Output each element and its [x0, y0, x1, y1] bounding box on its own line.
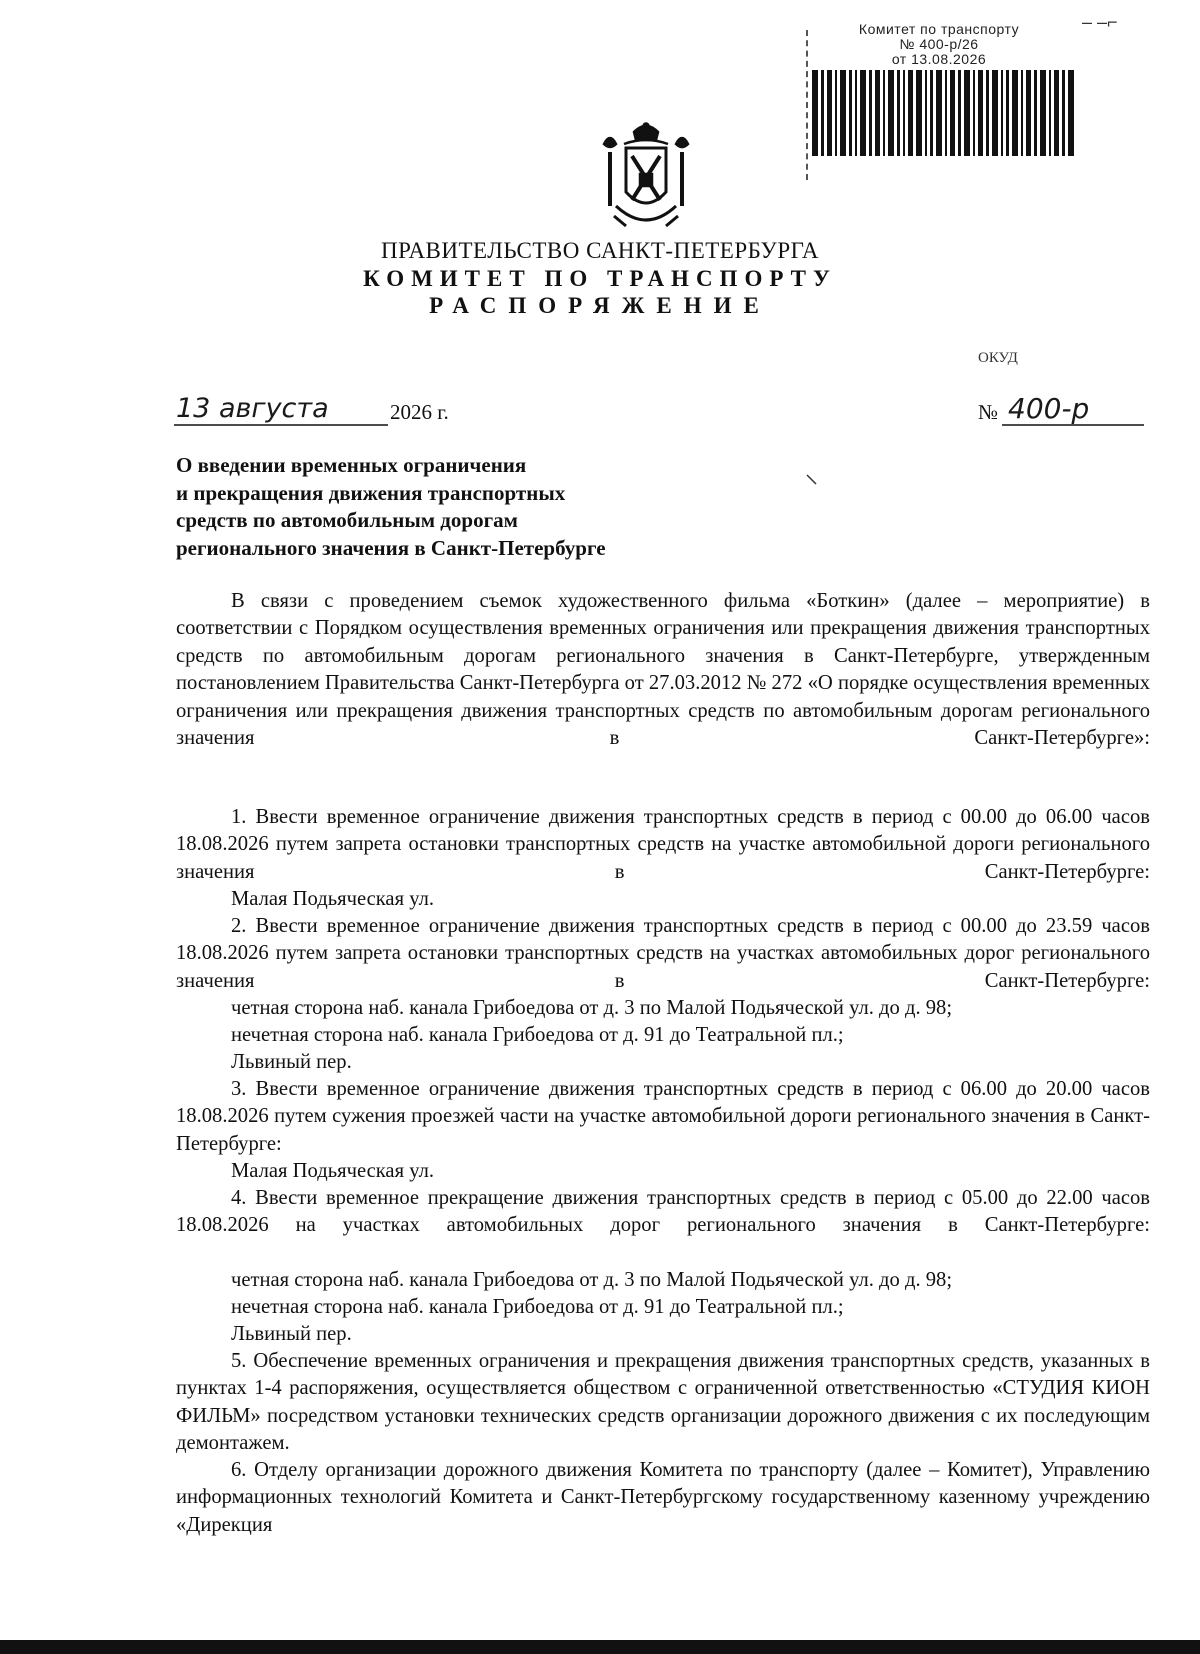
- title-line: и прекращения движения транспортных: [176, 480, 566, 505]
- item-4-paragraph: 4. Ввести временное прекращение движения транспортных средств в период с 05.00 до 22.00 часов 18.08.2026 на участках автомобильных дорог регионального значения в Санкт-Петербурге:: [176, 1187, 1150, 1237]
- item-4-street-3: Львиный пер.: [231, 1323, 352, 1345]
- date-year: 2026 г.: [390, 400, 449, 424]
- item-4-street-2: нечетная сторона наб. канала Грибоедова от д. 91 до Театральной пл.;: [231, 1296, 844, 1318]
- government-name: ПРАВИТЕЛЬСТВО САНКТ-ПЕТЕРБУРГА: [380, 238, 820, 263]
- item-6-paragraph: 6. Отделу организации дорожного движения Комитета по транспорту (далее – Комитет), Управлению информационных технологий Комитета и Санкт-Петербургскому государственному казенному учреждению «Дирекция: [176, 1459, 1150, 1536]
- number-label: №: [978, 400, 999, 424]
- registration-stamp: [806, 22, 1072, 67]
- stamp-line-1: Комитет по транспорту: [858, 21, 1020, 37]
- item-1-street: Малая Подьяческая ул.: [231, 888, 435, 910]
- item-4-street-1: четная сторона наб. канала Грибоедова от д. 3 по Малой Подьяческой ул. до д. 98;: [231, 1269, 953, 1291]
- coat-of-arms-emblem: [596, 122, 696, 234]
- document-type: РАСПОРЯЖЕНИЕ: [429, 293, 771, 318]
- item-2-street-1: четная сторона наб. канала Грибоедова от д. 3 по Малой Подьяческой ул. до д. 98;: [231, 997, 953, 1019]
- okud-label: ОКУД: [978, 350, 1018, 366]
- stamp-line-2: № 400-р/26: [899, 36, 979, 52]
- svg-text:400-р: 400-р: [1008, 392, 1090, 425]
- title-line: средств по автомобильным дорогам: [176, 508, 518, 532]
- handwritten-date: [174, 390, 388, 430]
- item-5-paragraph: 5. Обеспечение временных ограничения и прекращения движения транспортных средств, указанных в пунктах 1-4 распоряжения, осуществляется обществом с ограниченной ответственностью «СТУДИЯ КИОН ФИЛЬМ» посредством установки технических средств организации дорожного движения с их последующим демонтажем.: [176, 1350, 1150, 1455]
- stamp-line-3: от 13.08.2026: [891, 51, 987, 67]
- item-2-street-3: Львиный пер.: [231, 1051, 352, 1073]
- committee-name: КОМИТЕТ ПО ТРАНСПОРТУ: [363, 266, 837, 291]
- document-title: [176, 452, 696, 562]
- svg-text:13 августа: 13 августа: [176, 393, 329, 424]
- corner-mark: – –⌐: [1082, 12, 1118, 32]
- preamble-paragraph: В связи с проведением съемок художественного фильма «Боткин» (далее – мероприятие) в соответствии с Порядком осуществления временных ограничения или прекращения движения транспортных средств по автомобильным дорогам регионального значения в Санкт-Петербурге, утвержденным постановлением Правительства Санкт-Петербурга от 27.03.2012 № 272 «О порядке осуществления временных ограничения или прекращения движения транспортных средств по автомобильным дорогам регионального значения в Санкт-Петербурге»:: [176, 590, 1150, 750]
- handwritten-number: [1002, 390, 1144, 430]
- title-line: О введении временных ограничения: [176, 453, 527, 477]
- title-line: регионального значения в Санкт-Петербурге: [176, 535, 606, 560]
- item-3-paragraph: 3. Ввести временное ограничение движения транспортных средств в период с 06.00 до 20.00 часов 18.08.2026 путем сужения проезжей части на участке автомобильной дороги регионального значения в Санкт-Петербурге:: [176, 1078, 1150, 1155]
- item-2-paragraph: 2. Ввести временное ограничение движения транспортных средств в период с 00.00 до 23.59 часов 18.08.2026 путем запрета остановки транспортных средств на участках автомобильных дорог регионального значения в Санкт-Петербурге:: [176, 915, 1150, 992]
- item-1-paragraph: 1. Ввести временное ограничение движения транспортных средств в период с 00.00 до 06.00 часов 18.08.2026 путем запрета остановки транспортных средств на участке автомобильной дороги регионального значения в Санкт-Петербурге:: [176, 806, 1150, 883]
- scan-tick-mark: [806, 474, 818, 486]
- scan-edge-bar: [0, 1640, 1200, 1654]
- barcode: [812, 70, 1074, 156]
- item-2-street-2: нечетная сторона наб. канала Грибоедова от д. 91 до Театральной пл.;: [231, 1024, 844, 1046]
- item-3-street: Малая Подьяческая ул.: [231, 1160, 435, 1182]
